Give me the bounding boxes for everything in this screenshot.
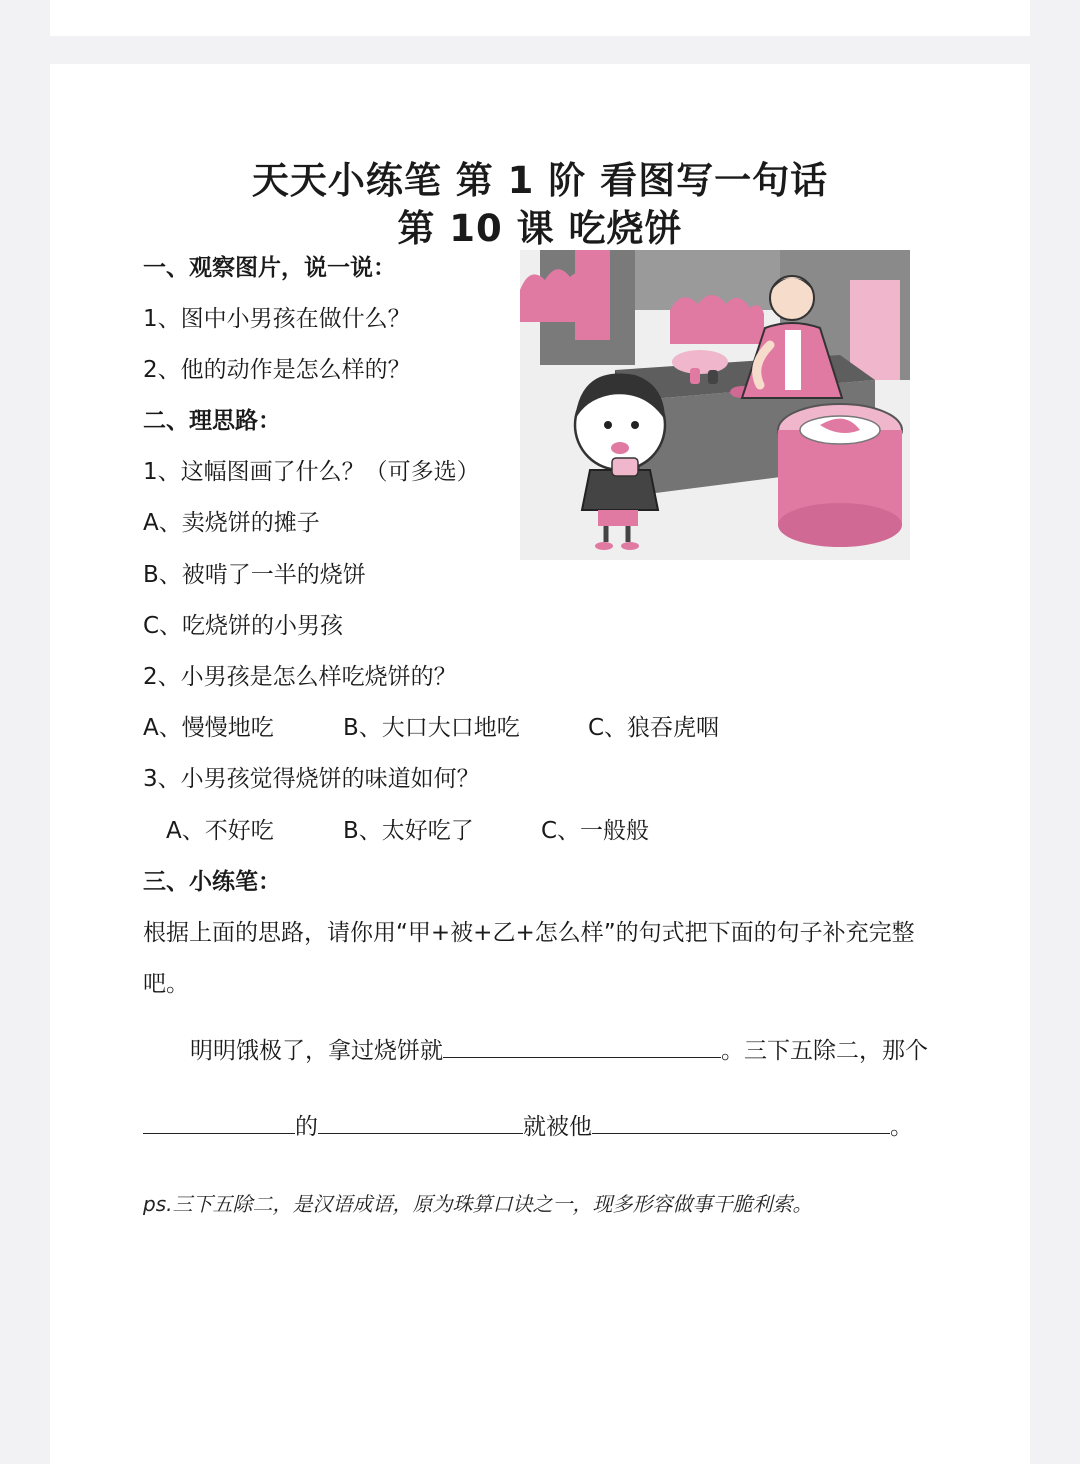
section1-question-2: 2、他的动作是怎么样的？ — [143, 357, 411, 383]
option-2a: A、慢慢地吃 — [143, 715, 274, 741]
section2-question-1: 1、这幅图画了什么？（可多选） — [143, 459, 480, 485]
option-3b: B、太好吃了 — [343, 818, 474, 844]
section2-heading: 二、理思路： — [143, 408, 281, 434]
section2-question-2: 2、小男孩是怎么样吃烧饼的？ — [143, 664, 457, 690]
fill-sentence-line-2 — [143, 1111, 913, 1142]
fill-text-3: 的 — [295, 1114, 318, 1140]
option-1b: B、被啃了一半的烧饼 — [143, 562, 366, 588]
fill-sentence-line-1 — [190, 1035, 928, 1066]
option-3c: C、一般般 — [541, 818, 650, 844]
section3-heading: 三、小练笔： — [143, 869, 281, 895]
footnote: ps.三下五除二，是汉语成语，原为珠算口诀之一，现多形容做事干脆利索。 — [143, 1192, 813, 1216]
fill-text-5: 。 — [890, 1114, 913, 1140]
instruction-line-1: 根据上面的思路，请你用“甲+被+乙+怎么样”的句式把下面的句子补充完整 — [143, 920, 915, 946]
fill-text-2: 。三下五除二，那个 — [721, 1038, 928, 1064]
option-2c: C、狼吞虎咽 — [588, 715, 720, 741]
answer-blank-3[interactable] — [318, 1111, 523, 1134]
section2-question-3: 3、小男孩觉得烧饼的味道如何？ — [143, 766, 480, 792]
answer-blank-2[interactable] — [143, 1111, 295, 1134]
answer-blank-4[interactable] — [592, 1111, 890, 1134]
previous-page-card — [50, 0, 1030, 36]
option-1a: A、卖烧饼的摊子 — [143, 510, 320, 536]
option-2b: B、大口大口地吃 — [343, 715, 520, 741]
option-3a: A、不好吃 — [166, 818, 274, 844]
option-1c: C、吃烧饼的小男孩 — [143, 613, 344, 639]
fill-text-4: 就被他 — [523, 1114, 592, 1140]
lesson-title: 第 10 课 吃烧饼 — [397, 207, 683, 250]
section1-question-1: 1、图中小男孩在做什么？ — [143, 306, 411, 332]
instruction-line-2: 吧。 — [143, 971, 189, 997]
section1-heading: 一、观察图片，说一说： — [143, 255, 396, 281]
answer-blank-1[interactable] — [443, 1035, 721, 1058]
fill-text-1: 明明饿极了，拿过烧饼就 — [190, 1038, 443, 1064]
illustration-boy-eating-shaobing — [520, 250, 910, 560]
worksheet-title: 天天小练笔 第 1 阶 看图写一句话 — [251, 159, 829, 202]
